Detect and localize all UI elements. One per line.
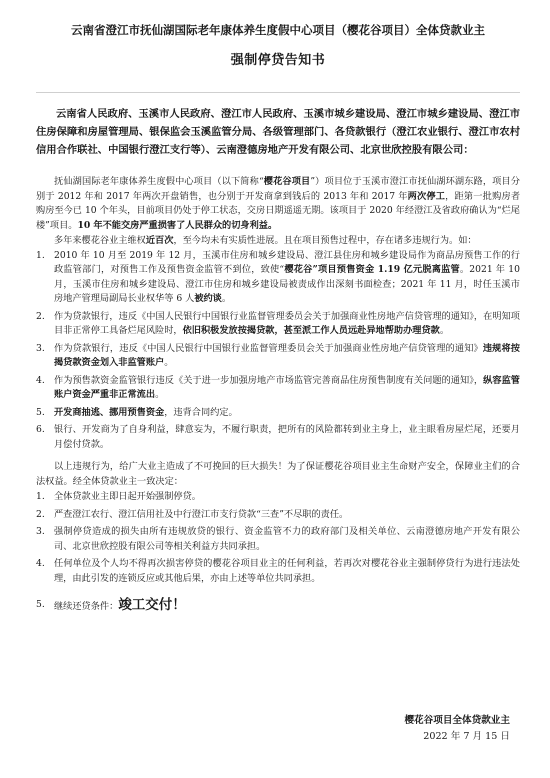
document-title: 强制停贷告知书	[230, 53, 326, 68]
text-run: ，至今均未有实质性进展。且在项目预售过程中，存在诸多违规行为。如：	[173, 235, 477, 246]
text-run: 。2021 年 10 月，玉溪市住房和城乡建设局、澄江市住房和城乡建设局被责成作出深刻书面检查；2021 年 11 月，时任玉溪市房地产管理局副局长业权华等 6 人	[54, 264, 520, 304]
decision-text: 全体贷款业主即日起开始强制停贷。	[54, 491, 201, 502]
item-number: 2.	[36, 310, 45, 322]
item-number: 4.	[36, 374, 45, 386]
text-run: 2010 年 10 月至 2019 年 12 月，玉溪市住房和城乡建设局、澄江县住房和城乡建设局作为商品房预售工作的行政监管部门，对预售工作及预售资金监管不到位，致使“	[54, 249, 520, 275]
violation-item	[36, 406, 520, 421]
text-run: 作为贷款银行，违反《中国人民银行中国银行业监督管理委员会关于加强商业性房地产信贷管理的通知》，在明知项目非正常停工具备烂尾风险时，	[54, 310, 520, 336]
final-condition	[36, 598, 520, 615]
text-run: ”）项目位于玉溪市澄江市抚仙湖环湖东路，项目分别于 2012 年和 2017 年两次开盘销售，也分别于开发商拿到钱后的 2013 年和 2017 年	[36, 176, 520, 202]
emphasis-run: 违规将按揭贷款资金划入非监管账户	[54, 342, 520, 368]
item-number: 6.	[36, 424, 45, 435]
violation-item	[36, 249, 520, 307]
violation-item	[36, 374, 520, 403]
text-run: 多年来樱花谷业主维权	[54, 235, 146, 246]
decision-item	[36, 508, 520, 523]
emphasis-run: 依旧积极发放按揭贷款，甚至派工作人员远赴异地帮助办理贷款	[182, 325, 440, 336]
emphasis-run: 被约谈	[194, 293, 222, 304]
text-run: 。	[155, 389, 165, 400]
text-run: 抚仙湖国际老年康体养生度假中心项目（以下简称“	[54, 176, 264, 187]
text-run: 作为贷款银行，违反《中国人民银行中国银行业监督管理委员会关于加强商业性房地产信贷管理的通知》	[54, 342, 483, 354]
item-number: 1.	[36, 491, 45, 502]
item-number: 2.	[36, 508, 45, 520]
violation-item	[36, 310, 520, 339]
emphasis-run: 开发商抽逃、挪用预售资金	[54, 406, 165, 418]
divider	[36, 92, 520, 93]
text-run: 作为预售款资金监管银行违反《关于进一步加强房地产市场监管完善商品住房预售制度有关问题的通知》，	[54, 374, 484, 386]
text-run: 。	[439, 325, 450, 336]
rights-defense-paragraph	[36, 234, 520, 249]
recipients-paragraph: 云南省人民政府、玉溪市人民政府、澄江市人民政府、玉溪市城乡建设局、澄江市城乡建设局、澄江市住房保障和房屋管理局、银保监会玉溪监管分局、各级管理部门、各贷款银行（澄江农业银行、澄江市农村信用合作联社、中国银行澄江支行等）、云南澄德房地产开发有限公司、北京世欣控股有限公司：	[36, 108, 520, 156]
decision-text: 任何单位及个人均不得再次损害停贷的樱花谷项目业主的任何利益，若再次对樱花谷业主强制停贷行为进行违法处理，由此引发的连锁反应或其他后果，亦由上述等单位共同承担。	[54, 558, 520, 584]
background-paragraph	[36, 175, 520, 233]
emphasis-run: 樱花谷”项目预售资金 1.19 亿元脱离监管	[284, 264, 460, 275]
final-condition-label: 继续还贷条件：	[54, 601, 119, 612]
harm-emphasis: 10 年不能交房严重损害了人民群众的切身利益。	[77, 219, 278, 231]
signature-block	[404, 713, 510, 745]
item-number: 5.	[36, 406, 45, 418]
decision-intro-paragraph: 以上违规行为，给广大业主造成了不可挽回的巨大损失！为了保证樱花谷项目业主生命财产安全，保障业主们的合法权益。经全体贷款业主一致决定：	[36, 461, 520, 487]
decision-text: 严查澄江农行、澄江信用社及中行澄江市支行贷款“三查”不尽职的责任。	[54, 508, 349, 520]
violation-item	[36, 342, 520, 371]
final-condition-value: 竣工交付！	[118, 597, 186, 613]
decision-text: 强制停贷造成的损失由所有违规放贷的银行、资金监管不力的政府部门及相关单位、云南澄德房地产开发有限公司、北京世欣控股有限公司等相关利益方共同承担。	[54, 526, 520, 552]
signature-org: 樱花谷项目全体贷款业主	[404, 715, 510, 726]
item-number: 1.	[36, 249, 45, 261]
text-run: ，违背合同约定。	[164, 406, 238, 418]
item-number: 4.	[36, 558, 45, 569]
item-number: 3.	[36, 526, 45, 537]
text-run: ，距第一批购房者购房至今已 10 个年头，目前项目仍处于停工状态，交房日期遥遥无期。该项目于 2020 年经澄江及省政府确认为“烂尾楼”项目。	[36, 190, 521, 231]
decision-item	[36, 525, 520, 554]
text-run: 银行、开发商为了自身利益，肆意妄为，不履行职责，把所有的风险都转到业主身上，业主眼看房屋烂尾，还要月月偿付贷款。	[54, 424, 520, 450]
violations-list	[36, 249, 520, 453]
emphasis-run: 纵容监管账户资金严重非正常流出	[54, 374, 520, 400]
signature-date: 2022 年 7 月 15 日	[423, 731, 510, 742]
count-emphasis: 近百次	[145, 235, 174, 246]
decision-item	[36, 557, 520, 586]
item-number: 5.	[36, 599, 45, 610]
decision-item	[36, 490, 520, 505]
text-run: 。	[164, 357, 174, 368]
text-run: 。	[221, 293, 232, 304]
stop-work-emphasis: 两次停工	[407, 190, 446, 202]
decisions-list	[36, 490, 520, 586]
violation-item	[36, 423, 520, 452]
item-number: 3.	[36, 342, 45, 354]
header-title: 云南省澄江市抚仙湖国际老年康体养生度假中心项目（樱花谷项目）全体贷款业主	[71, 23, 485, 37]
project-name-emphasis: 樱花谷项目	[263, 176, 311, 187]
